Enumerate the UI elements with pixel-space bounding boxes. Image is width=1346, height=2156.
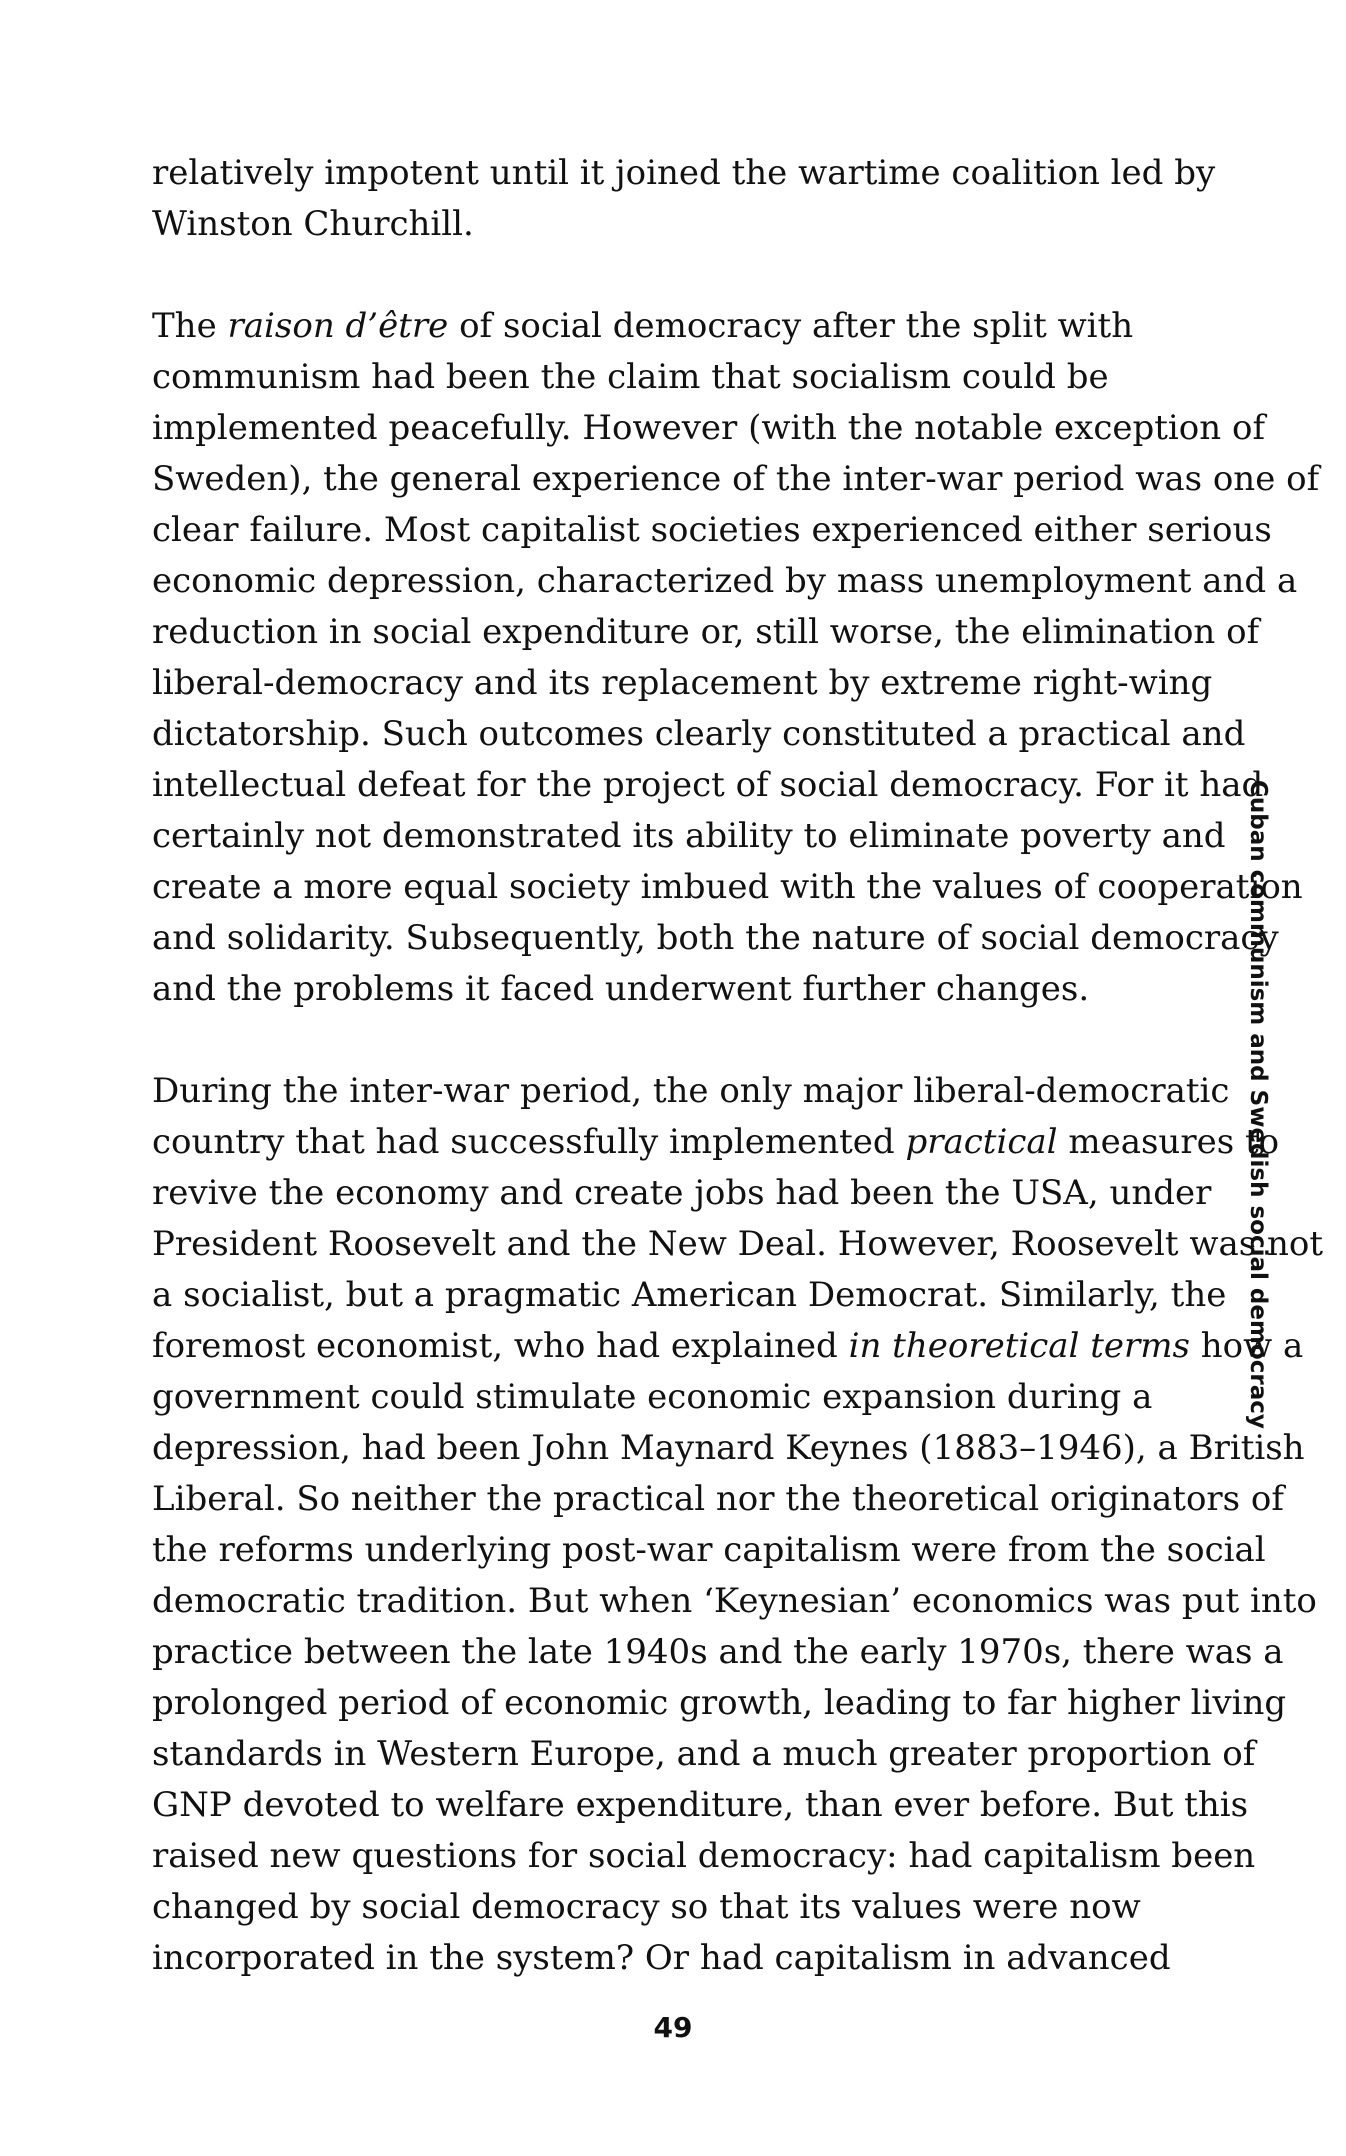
text-line: intellectual defeat for the project of social democracy. For it had	[152, 765, 1264, 805]
text-line: relatively impotent until it joined the wartime coalition led by	[152, 153, 1216, 193]
text-line: and solidarity. Subsequently, both the nature of social democracy	[152, 918, 1279, 958]
paragraph-1	[152, 148, 1224, 250]
text-line: the reforms underlying post-war capitalism were from the social	[152, 1530, 1266, 1570]
italic-phrase: raison d’être	[227, 306, 449, 346]
text-line: prolonged period of economic growth, leading to far higher living	[152, 1683, 1287, 1723]
text-line: liberal-democracy and its replacement by extreme right-wing	[152, 663, 1213, 703]
text-line: The raison d’être of social democracy after the split with	[152, 306, 1134, 346]
text-line: incorporated in the system? Or had capitalism in advanced	[152, 1938, 1171, 1978]
text-line: During the inter-war period, the only major liberal-democratic	[152, 1071, 1230, 1111]
text-line: Liberal. So neither the practical nor the theoretical originators of	[152, 1479, 1284, 1519]
text-line: economic depression, characterized by mass unemployment and a	[152, 561, 1298, 601]
text-line: Winston Churchill.	[152, 204, 474, 244]
text-line: dictatorship. Such outcomes clearly constituted a practical and	[152, 714, 1246, 754]
paragraph-2	[152, 301, 1320, 1015]
text-line: practice between the late 1940s and the early 1970s, there was a	[152, 1632, 1284, 1672]
text-line: government could stimulate economic expansion during a	[152, 1377, 1153, 1417]
text-line: implemented peacefully. However (with the notable exception of	[152, 408, 1266, 448]
text-line: Sweden), the general experience of the inter-war period was one of	[152, 459, 1320, 499]
page-number: 49	[653, 2011, 693, 2044]
text-line: foremost economist, who had explained in theoretical terms how a	[152, 1326, 1304, 1366]
text-line: clear failure. Most capitalist societies experienced either serious	[152, 510, 1272, 550]
italic-phrase: practical	[905, 1122, 1058, 1162]
running-head: Cuban communism and Swedish social democracy	[1245, 780, 1271, 1429]
text-line: democratic tradition. But when ‘Keynesian’ economics was put into	[152, 1581, 1317, 1621]
text-line: a socialist, but a pragmatic American Democrat. Similarly, the	[152, 1275, 1227, 1315]
text-line: revive the economy and create jobs had been the USA, under	[152, 1173, 1212, 1213]
text-line: reduction in social expenditure or, still worse, the elimination of	[152, 612, 1260, 652]
italic-phrase: in theoretical terms	[848, 1326, 1190, 1366]
text-line: certainly not demonstrated its ability to eliminate poverty and	[152, 816, 1226, 856]
text-line: create a more equal society imbued with the values of cooperation	[152, 867, 1303, 907]
text-line: GNP devoted to welfare expenditure, than ever before. But this	[152, 1785, 1249, 1825]
text-line: changed by social democracy so that its values were now	[152, 1887, 1141, 1927]
text-line: country that had successfully implemented practical measures to	[152, 1122, 1280, 1162]
text-line: depression, had been John Maynard Keynes (1883–1946), a British	[152, 1428, 1305, 1468]
text-line: raised new questions for social democracy: had capitalism been	[152, 1836, 1256, 1876]
text-line: standards in Western Europe, and a much greater proportion of	[152, 1734, 1256, 1774]
text-line: and the problems it faced underwent further changes.	[152, 969, 1090, 1009]
text-line: President Roosevelt and the New Deal. However, Roosevelt was not	[152, 1224, 1324, 1264]
text-line: communism had been the claim that socialism could be	[152, 357, 1109, 397]
